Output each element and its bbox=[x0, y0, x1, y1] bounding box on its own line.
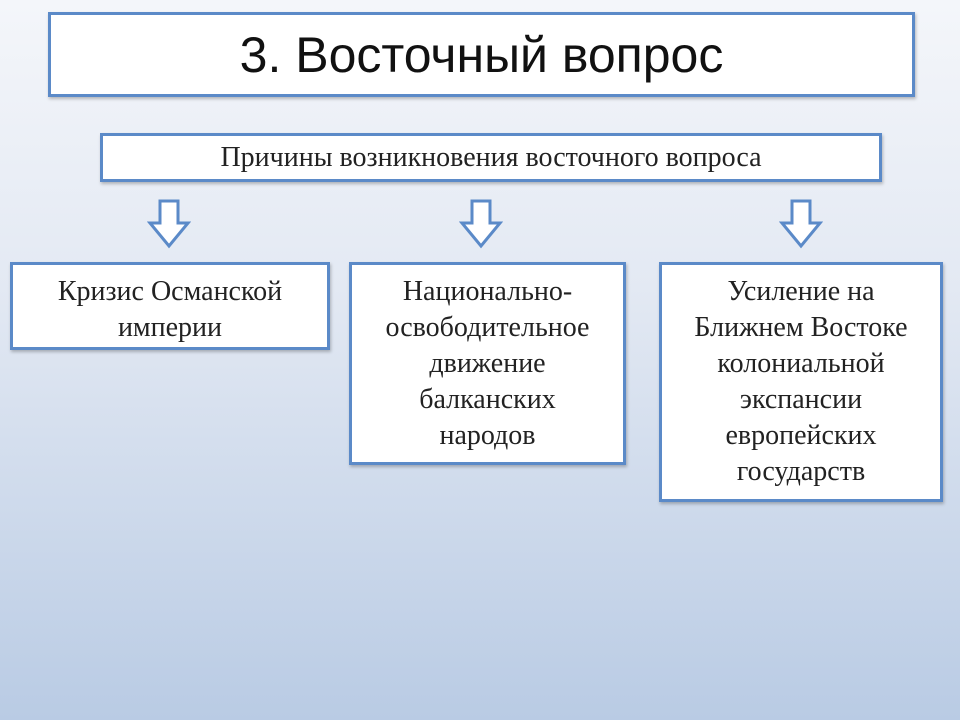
down-arrow-icon bbox=[779, 199, 823, 249]
page-title: 3. Восточный вопрос bbox=[239, 26, 724, 83]
cause-label: Национально- освободительное движение балканских народов bbox=[385, 276, 590, 451]
down-arrow-icon bbox=[459, 199, 503, 249]
section-heading: Причины возникновения восточного вопроса bbox=[220, 141, 762, 173]
subtitle-box bbox=[100, 133, 882, 182]
cause-box-colonial-expansion bbox=[659, 262, 943, 502]
cause-label: Кризис Османской империи bbox=[57, 276, 283, 343]
title-box bbox=[48, 12, 915, 97]
down-arrow-icon bbox=[147, 199, 191, 249]
cause-box-balkan-liberation bbox=[349, 262, 626, 465]
cause-box-ottoman-crisis bbox=[10, 262, 330, 350]
cause-label: Усиление на Ближнем Востоке колониальной экспансии европейских государств bbox=[694, 276, 908, 487]
